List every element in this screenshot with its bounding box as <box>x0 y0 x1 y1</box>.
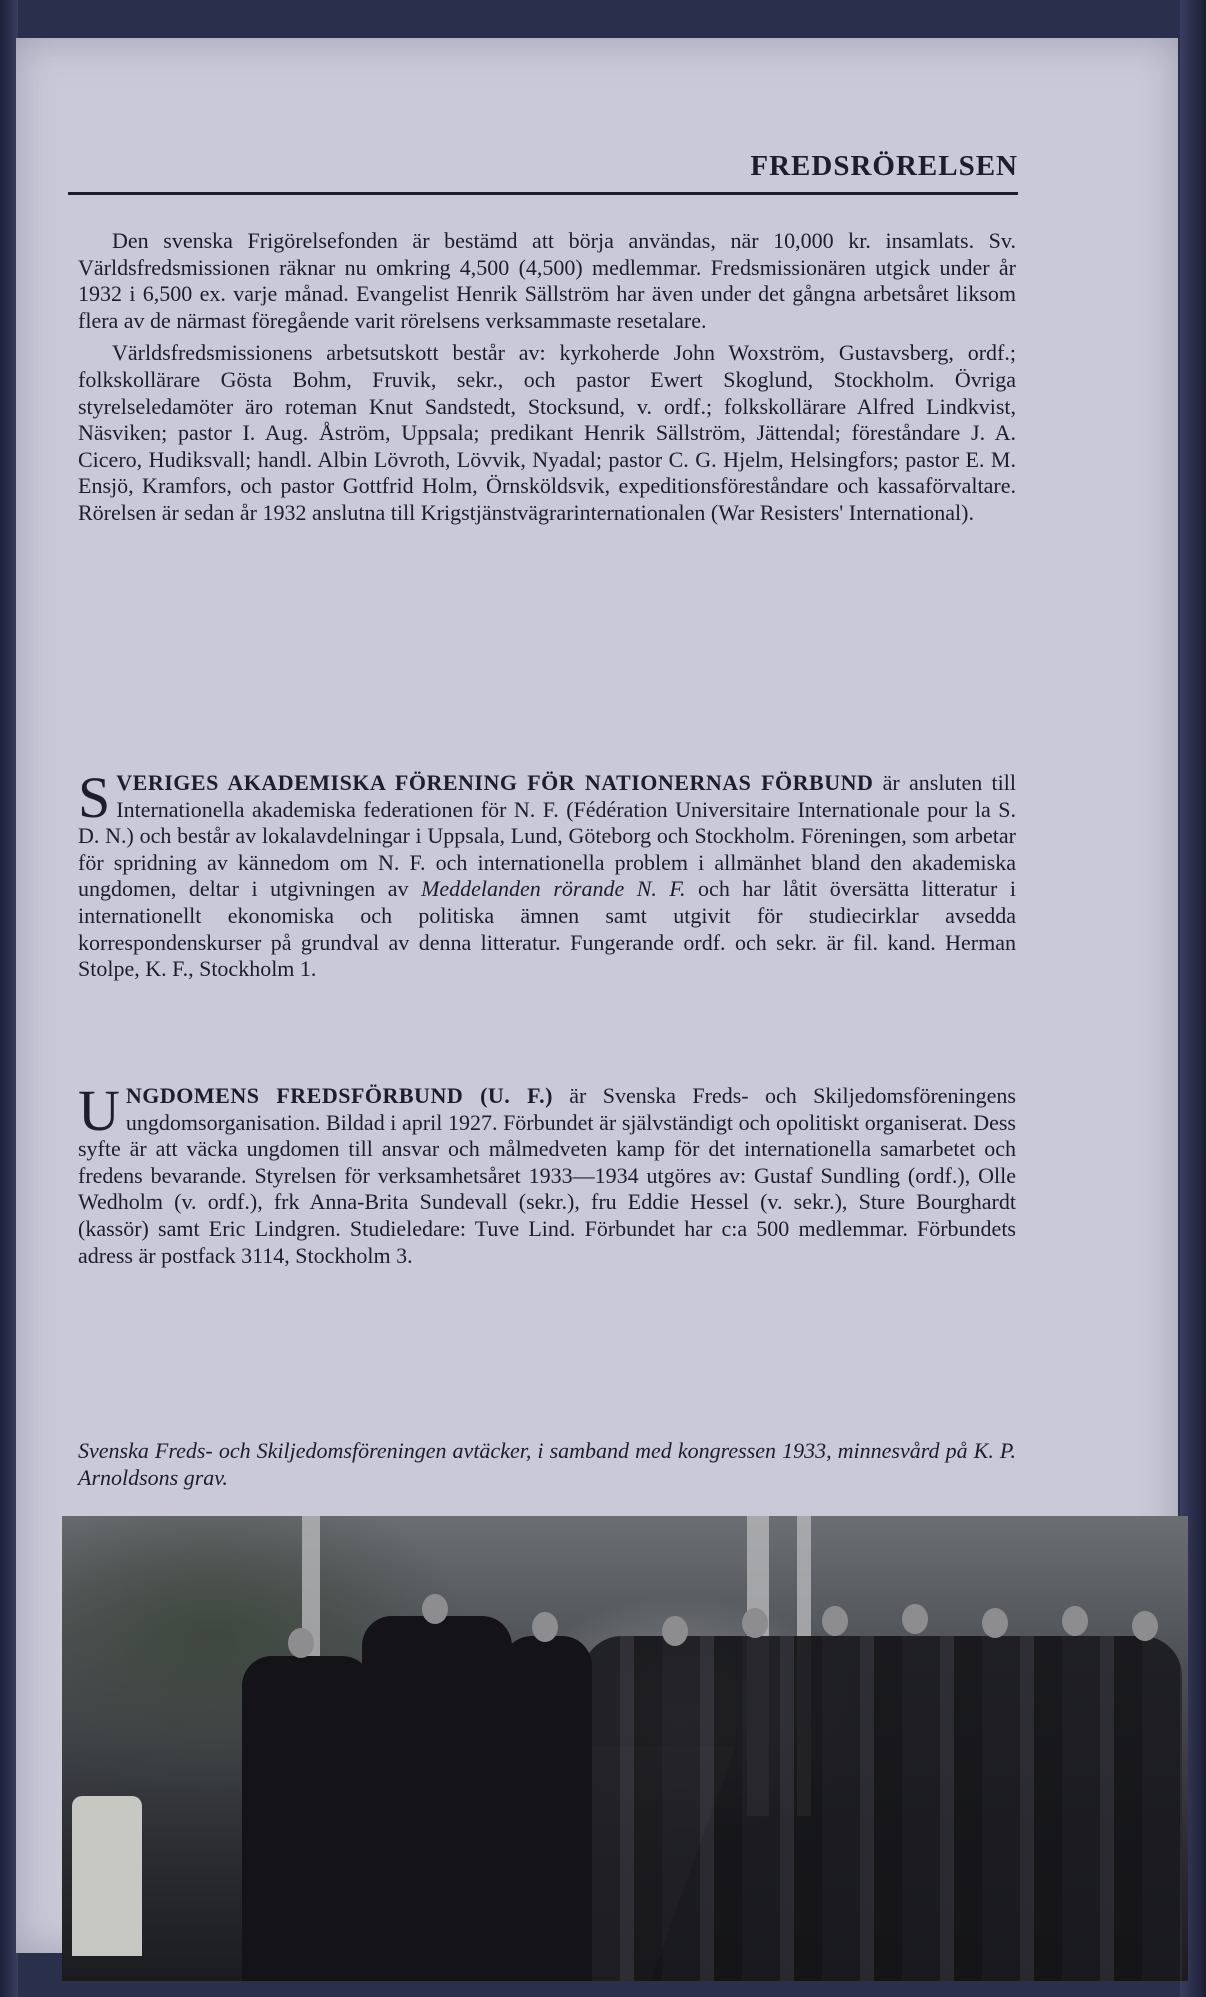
person-head <box>532 1612 558 1642</box>
section-akademiska-forening <box>78 765 1017 983</box>
person-figure <box>242 1656 372 1981</box>
section-varldsfredsmissionen <box>78 228 1016 527</box>
section-text-ungdomens: är Svenska Freds- och Skiljedomsföreningens ungdomsorganisation. Bildad i april 1927. Förbundet är självständigt och opolitiskt organiserat. Dess syfte är att väcka ungdomen till ansvar och målmedveten kamp för det internationella samarbetet och fredens bevarande. Styrelsen för verksamhetsåret 1933—1934 utgöres av: Gustaf Sundling (ordf.), Olle Wedholm (v. ordf.), frk Anna-Brita Sundevall (sekr.), fru Eddie Hessel (v. sekr.), Sture Bourghardt (kassör) samt Eric Lindgren. Studieledare: Tuve Lind. Förbundet har c:a 500 medlemmar. Förbundets adress är postfack 3114, Stockholm 3. <box>78 1083 1016 1268</box>
section-ungdomens-fredsforbund <box>78 1078 1016 1269</box>
crowd <box>582 1636 1182 1981</box>
publication-title: Meddelanden rörande N. F. <box>421 876 686 902</box>
person-head <box>982 1608 1008 1638</box>
photograph-memorial-unveiling <box>62 1516 1188 1981</box>
person-head <box>902 1604 928 1634</box>
person-head <box>422 1594 448 1624</box>
drop-cap-u: U <box>78 1078 120 1143</box>
person-head <box>288 1628 314 1658</box>
person-head <box>742 1608 768 1638</box>
paragraph-arbetsutskott: Världsfredsmissionens arbetsutskott består av: kyrkoherde John Woxström, Gustavsberg, ordf.; folkskollärare Gösta Bohm, Fruvik, sekr., och pastor Ewert Skoglund, Stockholm. Övriga styrelseledamöter äro roteman Knut Sandstedt, Stocksund, v. ordf.; folkskollärare Alfred Lindkvist, Näsviken; pastor I. Aug. Åström, Uppsala; predikant Henrik Sällström, Jättendal; föreståndare J. A. Cicero, Hudiksvall; handl. Albin Lövroth, Lövvik, Nyadal; pastor C. G. Hjelm, Helsingfors; pastor E. M. Ensjö, Kramfors, och pastor Gottfrid Holm, Örnsköldsvik, expeditionsföreståndare och kassaförvaltare. Rörelsen är sedan år 1932 anslutna till Krigstjänstvägrarinternationalen (War Resisters' International). <box>78 340 1016 525</box>
book-page <box>16 38 1178 1953</box>
person-head <box>662 1616 688 1646</box>
section-heading-ungdomens: NGDOMENS FREDSFÖRBUND (U. F.) <box>125 1083 553 1108</box>
paragraph-frigorelsefonden: Den svenska Frigörelsefonden är bestämd att börja användas, när 10,000 kr. insamlats. Sv. Världsfredsmissionen räknar nu omkring 4,500 (4,500) medlemmar. Fredsmissionären utgick under år 1932 i 6,500 ex. varje månad. Evangelist Henrik Sällström har även under det gångna arbetsåret liksom flera av de närmast föregående varit rörelsens verksammaste resetalare. <box>78 228 1016 333</box>
gravestone <box>72 1796 142 1956</box>
section-text-akademiska-2: och har låtit översätta litteratur i internationellt ekonomiska och politiska ämnen samt utgivit för studiecirklar avsedda korrespondenskurser på grundval av denna litteratur. Fungerande ordf. och sekr. är fil. kand. Herman Stolpe, K. F., Stockholm 1. <box>78 876 1016 982</box>
section-text-akademiska-1: är ansluten till Internationella akademiska federationen för N. F. (Fédération Universitaire Internationale pour la S. D. N.) och består av lokalavdelningar i Uppsala, Lund, Göteborg och Stockholm. Föreningen, som arbetar för spridning av kännedom om N. F. och internationella problem i allmänhet bland den akademiska ungdomen, deltar i utgivningen av <box>78 770 1017 902</box>
header-rule <box>68 192 1018 195</box>
person-figure <box>362 1616 512 1981</box>
photo-caption: Svenska Freds- och Skiljedomsföreningen avtäcker, i samband med kongressen 1933, minnesvård på K. P. Arnoldsons grav. <box>78 1438 1016 1490</box>
person-figure <box>502 1636 592 1981</box>
person-head <box>1132 1611 1158 1641</box>
person-head <box>1062 1606 1088 1636</box>
section-heading-akademiska: VERIGES AKADEMISKA FÖRENING FÖR NATIONERNAS FÖRBUND <box>116 770 874 795</box>
person-head <box>822 1606 848 1636</box>
page-header-title: FREDSRÖRELSEN <box>750 150 1018 182</box>
drop-cap-s: S <box>78 765 111 830</box>
